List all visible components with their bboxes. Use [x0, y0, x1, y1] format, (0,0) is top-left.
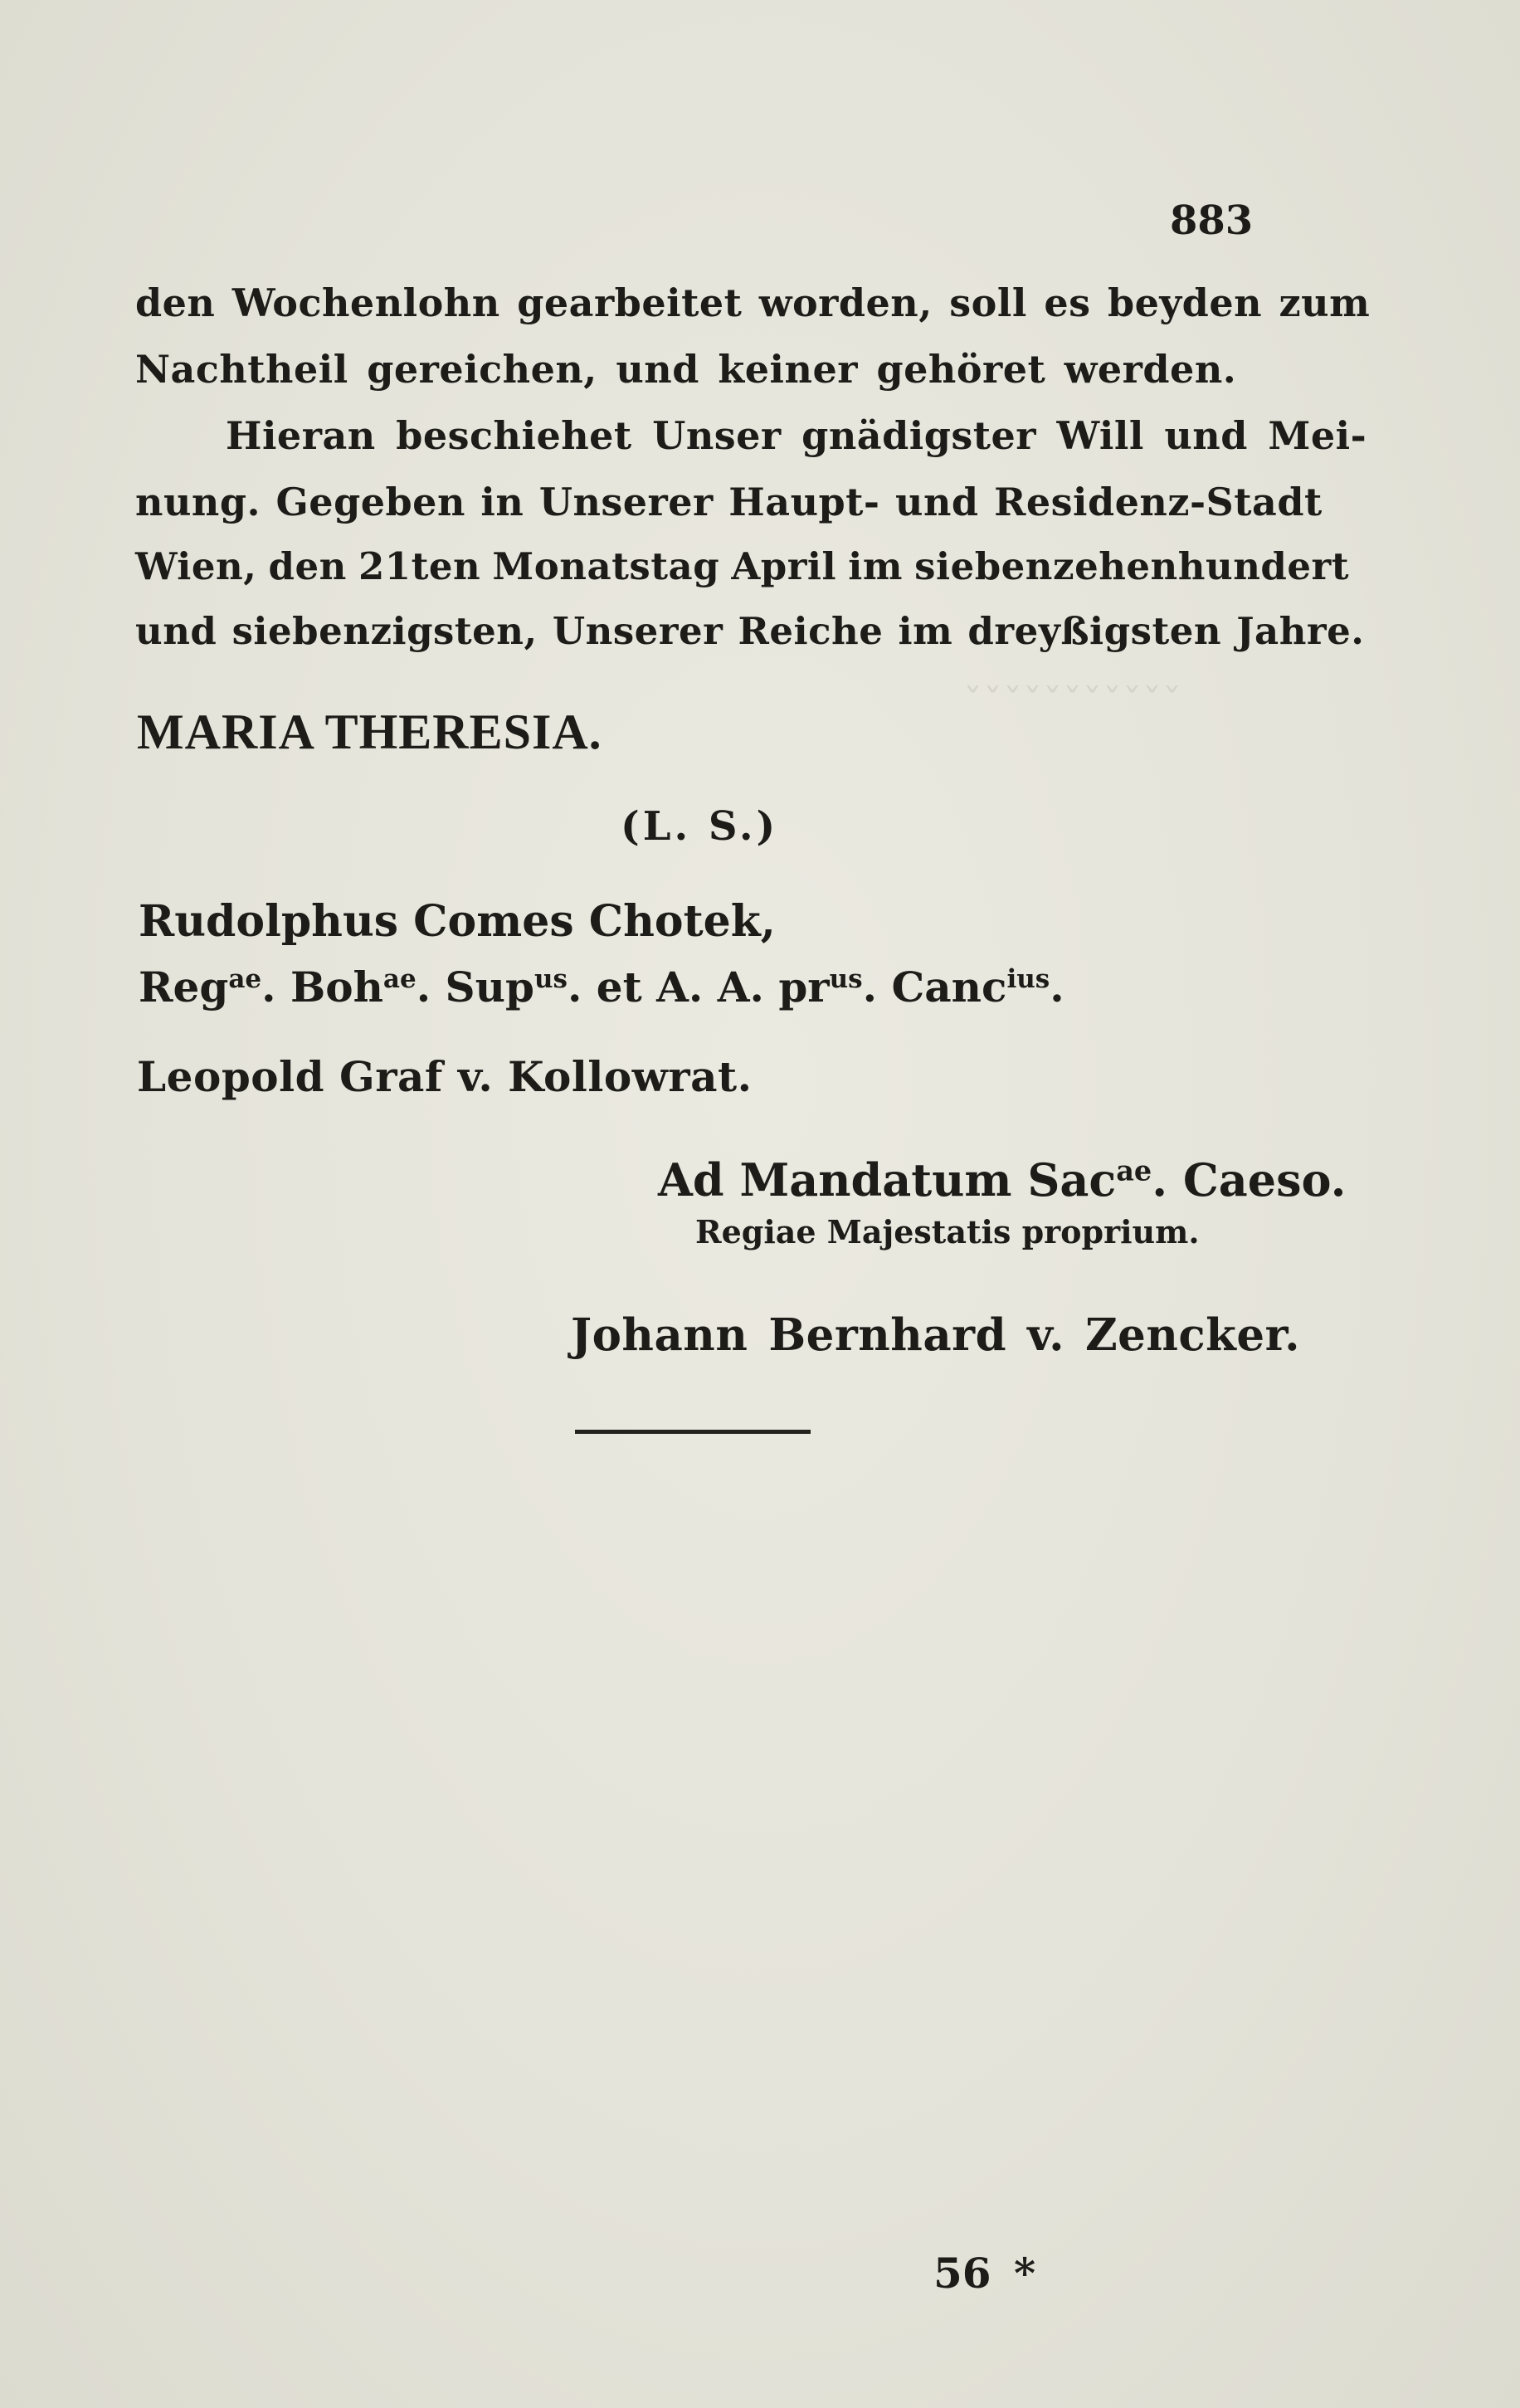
mandate-part: . Caeso.: [1152, 1153, 1347, 1206]
chancellor-title-superscript: ae: [228, 963, 262, 994]
chancellor-title-part: Reg: [139, 963, 229, 1011]
chancellor-title-part: . Boh: [261, 963, 383, 1011]
count-signature: Leopold Graf v. Kollowrat.: [137, 1052, 753, 1101]
chancellor-name: Rudolphus Comes Chotek,: [139, 896, 776, 947]
chancellor-title: [139, 963, 1064, 1011]
chancellor-title-superscript: us: [829, 963, 863, 994]
chancellor-title-superscript: ae: [382, 963, 417, 994]
secretary-signature: Johann Bernhard v. Zencker.: [571, 1309, 1301, 1361]
closing-rule: [575, 1430, 811, 1434]
chancellor-title-part: . et A. A. pr: [567, 963, 830, 1011]
seal-mark: (L. S.): [621, 803, 779, 850]
mandate-subline: Regiae Majestatis proprium.: [695, 1213, 1200, 1250]
mandate-superscript: ae: [1116, 1154, 1152, 1187]
chancellor-title-superscript: us: [533, 963, 568, 994]
body-line-5: Wien, den 21ten Monatstag April im siebenzehenhundert: [135, 544, 1350, 588]
signature-mark: 56 *: [933, 2249, 1036, 2298]
chancellor-title-superscript: ius: [1006, 963, 1050, 994]
show-through-texture: ˇˇˇˇˇˇˇˇˇˇˇ: [962, 680, 1181, 725]
body-line-6: und siebenzigsten, Unserer Reiche im dreyßigsten Jahre.: [135, 609, 1365, 653]
sovereign-signature: MARIA THERESIA.: [137, 704, 602, 759]
mandate-line: [658, 1153, 1346, 1206]
chancellor-title-part: .: [1050, 963, 1064, 1011]
body-line-2: Nachtheil gereichen, und keiner gehöret werden.: [135, 347, 1237, 392]
body-line-1: den Wochenlohn gearbeitet worden, soll es beyden zum: [135, 280, 1371, 325]
chancellor-title-part: . Canc: [862, 963, 1007, 1011]
body-line-3: Hieran beschiehet Unser gnädigster Will und Mei-: [226, 413, 1367, 458]
body-line-4: nung. Gegeben in Unserer Haupt- und Residenz-Stadt: [135, 480, 1323, 524]
page-number: 883: [1170, 197, 1254, 244]
mandate-part: Ad Mandatum Sac: [658, 1153, 1117, 1206]
chancellor-title-part: . Sup: [416, 963, 534, 1011]
